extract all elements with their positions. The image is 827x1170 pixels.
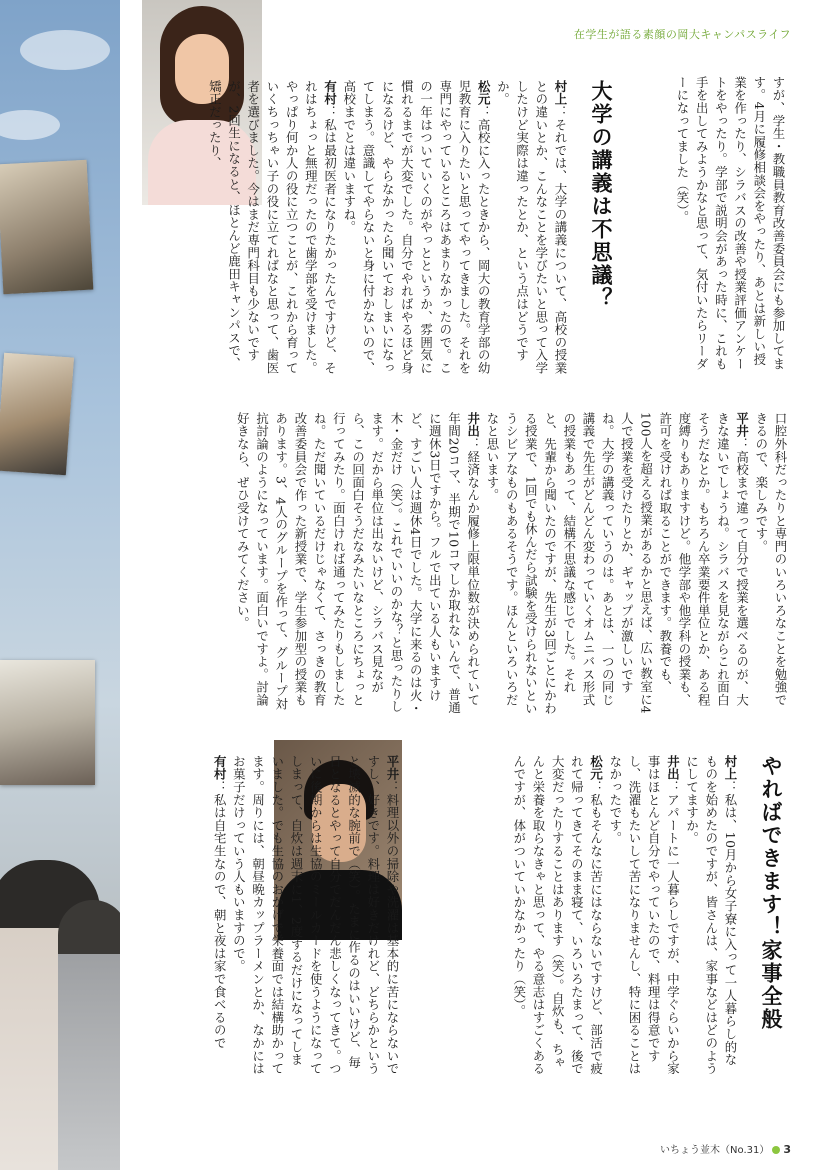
hallway-photo: [0, 660, 95, 785]
cloud-decoration: [20, 30, 110, 70]
speaker-name: 井出: [665, 755, 681, 781]
speaker-name: 有村: [212, 755, 228, 781]
dialogue-block: [207, 80, 570, 380]
page-marker-icon: [772, 1146, 780, 1154]
section-heading: やればできます！家事全般: [759, 755, 783, 1031]
speaker-name: 村上: [723, 755, 738, 781]
speaker-name: 平井: [734, 412, 750, 438]
speaker-text: ：高校まで違って自分で授業を選べるのが、大きな違いでしょうね。シラバスを見ながらこれ面白そうだなとか。もちろん卒業要件単位とか、ある程度縛りもありますけど。他学部や他学科の授業も、許可を受ければ取ることができます。教養でも、100人を超える授業があるかと思えば、広い教室に4人で授業を受けたりとか、ギャップが激しいですね。大学の講義っていうのは。あとは、一つの同じ講義で先生がどんどん変わっていくオムニバス形式の授業もあって、結構不思議な感じでした。それと、先輩から聞いたのですが、先生が3回ごとにかわる授業で、1回でも休んだら試験を受けられないというシビアなものもあるそうです。ほんといろいろだなと思います。: [484, 412, 750, 715]
article-paragraph: すが、学生・教職員教育改善委員会にも参加してます。4月に履修相談会をやったり、あとは新しい授業を作ったり、シラバスの改善や授業評価アンケートをやったり。学部で説明会があった時に、これも手を出してみようかなと思って、気付いたらリーダーになってました（笑）。: [674, 76, 786, 371]
student-figure: [58, 900, 120, 1170]
speaker-name: 有村: [322, 80, 338, 106]
dialogue-block: [142, 412, 790, 717]
speaker-name: 松元: [476, 80, 492, 106]
campus-photo-strip: [0, 0, 120, 1170]
dialogue-block: [412, 755, 740, 1075]
speaker-name: 平井: [385, 755, 400, 781]
speaker-name: 村上: [553, 80, 568, 106]
page-header-title: 在学生が語る素顔の岡大キャンパスライフ: [573, 28, 791, 41]
article-paragraph: 口腔外科だったりと専門のいろいろなことを勉強できるので、楽しみです。: [753, 412, 788, 707]
speaker-text: ：私は最初医者になりたかったんですけど、それはちょっと無理だったので歯学部を受けました。やっぱり何か人の役に立つことが、これから育っていくちっちゃい子の役に立てればなと思って、歯医者を選びました。今はまだ専門科目も少ないですが、2回生になると、ほとんど鹿田キャンパスで、矯正だったり、: [207, 80, 338, 375]
speaker-text: ：私もそんなに苦にはならないですけど、部活で疲れて帰ってきてそのまま寝て、いろいろたまって、後で大変だったりすることはあります（笑）。自炊も、ちゃんと栄養を取らなきゃと思って、やる意志はすごくあるんですが、体がついていかなかったり（笑）。: [511, 755, 604, 1076]
section-heading: 大学の講義は不思議？: [589, 80, 613, 310]
speaker-text: ：アパートに一人暮らしですが、中学ぐらいから家事はほとんど自分でやっていたので、料理は得意ですし、洗濯もたいして苦になりませんし、特に困ることはなかったです。: [607, 755, 681, 1076]
students-photo: [0, 353, 74, 476]
classroom-photo: [0, 160, 93, 295]
speaker-name: 井出: [465, 412, 481, 438]
publication-name: いちょう並木（No.31）: [660, 1145, 770, 1156]
dialogue-block: [142, 755, 402, 1075]
speaker-text: ：私は自宅生なので、朝と夜は家で食べるので: [212, 780, 228, 1050]
page-footer: [660, 1141, 791, 1156]
cloud-decoration: [0, 110, 60, 140]
speaker-name: 松元: [588, 755, 604, 781]
speaker-text: ：私は、10月から女子寮に入って一人暮らし的なものを始めたのですが、皆さんは、家事などはどのようにしてますか。: [684, 755, 738, 1075]
speaker-text: ：それでは、大学の講義について、高校の授業との違いとか、こんなことを学びたいと思って入学したけど実際は違ったとか、という点はどうですか。: [495, 80, 568, 375]
page-number: 3: [783, 1143, 791, 1156]
speaker-text: ：料理以外の掃除や洗濯は基本的に苦にならないですし、好きです。料理は好きだけれど、どちらかというと壊滅的な腕前で（笑）。たまに作るのはいいけど、毎日となるとやって自分でだんだん悲しくなってきて。ついに後期からは生協のミールカードを使うようになってしまって、自炊は週末に1、2度するだけになってしまいました。でも生協のおかげで栄養面では結構助かってます。周りには、朝昼晩カップラーメンとか、なかにはお菓子だけっていう人もいますので。: [231, 755, 400, 1076]
speaker-text: ：高校に入ったときから、岡大の教育学部の幼児教育に入りたいと思ってやってきました。それを専門にやっているところはあまりなかったので。この一年はついていくのがやっとというか、雰囲気に慣れるまでが大変でした。自分でやればやるほど身になるけど、やらなかったら聞いておしまいになってしまう。意識してやらないと身に付かないので、高校までとは違いますね。: [341, 80, 492, 375]
speaker-text: ：経済なんか履修上限単位数が決められていて年間20コマ、半期で10コマしか取れないんで、普通に週休3日ですから。フルで出ている人もいますけど、すごい人は週休4日でした。大学に来るのは火・木・金だけ（笑）。これでいいのかな？と思ったりします。だから単位は出ないけど、シラバス見ながら、この回面白そうだなみたいなところにちょっと行ってみたり。面白ければ通ってみたりもしましたね。ただ聞いているだけじゃなくて、さっきの教育改善委員会で作った新授業で、学生参加型の授業もあります。3、4人のグループを作って、グループ対抗討論のようになっています。面白いですよ。討論好きなら、ぜひ受けてみてください。: [235, 412, 481, 715]
